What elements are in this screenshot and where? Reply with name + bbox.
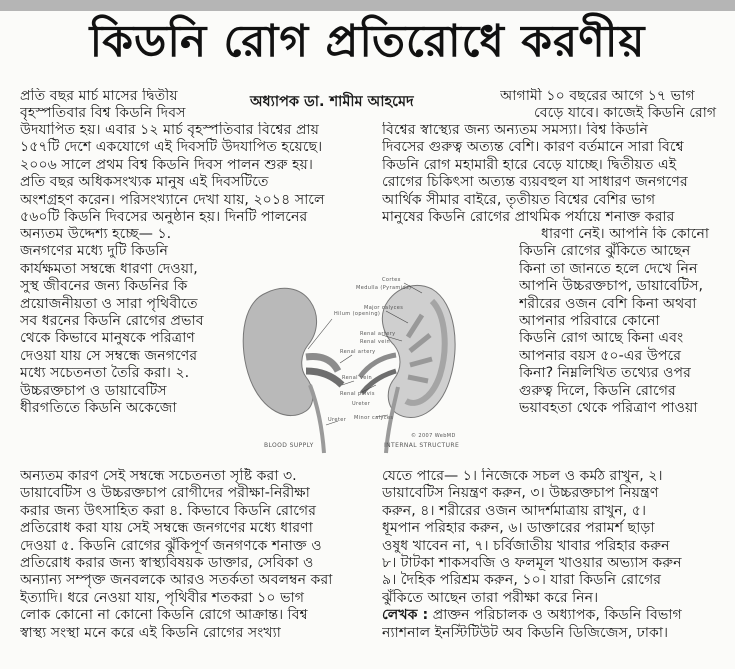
text-line: গুরুত্ব দিলে, কিডনি রোগের (519, 382, 676, 399)
author-label: লেখক : (382, 607, 429, 624)
text-line: লোক কোনো না কোনো কিডনি রোগে আক্রান্ত। বিশ্ব (20, 607, 308, 624)
text-line: করুন, ৪। শরীরের ওজন আদর্শমাত্রায় রাখুন, ৫। (382, 502, 647, 519)
figure-copyright: © 2007 WebMD (411, 433, 456, 439)
text-line: ইত্যাদি। ধরে নেওয়া যায়, পৃথিবীর শতকরা ১০ ভাগ (20, 589, 305, 606)
text-line: কিনা? নিম্নলিখিত তথ্যের ওপর (519, 365, 691, 382)
text-line: দেওয়া ৫. কিডনি রোগের ঝুঁকিপূর্ণ জনগণকে শনাক্ত ও (20, 537, 322, 554)
text-line: বৃহস্পতিবার বিশ্ব কিডনি দিবস (20, 105, 186, 122)
text-line: ৫৬০টি কিডনি দিবসের অনুষ্ঠান হয়। দিনটি পালনের (20, 208, 308, 225)
text-line: আর্থিক সীমার বাইরে, তৃতীয়ত বিশ্বের বেশির ভাগ (382, 191, 656, 208)
text-line: ডায়াবেটিস নিয়ন্ত্রণ করুন, ৩। উচ্চরক্তচাপ নিয়ন্ত্রণ (382, 485, 659, 502)
text-line: থেকে কিভাবে মানুষকে পরিত্রাণ (20, 330, 195, 347)
author-note-line2: ন্যাশনাল ইনস্টিটিউট অব কিডনি ডিজিজেস, ঢাকা। (382, 624, 669, 641)
text-line: বিশ্বের স্বাস্থ্যের জন্য অন্যতম সমস্যা। বিশ্ব কিডনি (382, 122, 648, 138)
label-minor-calyces: Minor calyces (354, 415, 394, 421)
right-caption: INTERNAL STRUCTURE (384, 442, 460, 449)
kidney-diagram (236, 275, 462, 456)
label-medulla: Medulla (Pyramids) (356, 285, 412, 291)
text-line: বেড়ে যাবে। কাজেই কিডনি রোগ (534, 105, 717, 122)
text-line: কিডনি রোগ মহামারী হারে বেড়ে যাচ্ছে। দ্বিতীয়ত এই (382, 156, 677, 173)
text-line: কিডনি রোগের ঝুঁকিতে আছেন (519, 243, 691, 260)
left-column-top (20, 88, 245, 123)
text-line: উচ্চরক্তচাপ ও ডায়াবেটিস (20, 382, 167, 399)
text-line: যেতে পারে— ১। নিজেকে সচল ও কর্মঠ রাখুন, ২। (382, 468, 663, 484)
label-hilum: Hilum (opening) (334, 311, 381, 317)
text-line: ধারণা নেই। আপনি কি কোনো (541, 226, 710, 242)
text-line: ৮। টাটকা শাকসবজি ও ফলমূল খাওয়ার অভ্যাস করুন (382, 554, 682, 571)
label-renal-pelvis: Renal pelvis (340, 391, 375, 397)
text-line: করার জন্য উৎসাহিত করা ৪. কিভাবে কিডনি রোগের (20, 502, 317, 519)
label-renal-vein-left: Renal vein (342, 375, 373, 381)
right-bottom-block (382, 468, 732, 642)
text-line: অংশগ্রহণ করেন। পরিসংখ্যানে দেখা যায়, ২০১৪ সালে (20, 191, 325, 208)
label-renal-vein-right: Renal vein (360, 339, 391, 345)
left-span-block (20, 122, 372, 226)
text-line: কিডনি রোগ আছে কিনা এবং (519, 330, 684, 347)
text-line: রোগের চিকিৎসা অত্যন্ত ব্যয়বহুল যা সাধারণ জনগণের (382, 174, 688, 191)
text-line: দেওয়া যায় সে সম্বন্ধে জনগণের (20, 347, 198, 364)
right-lower-column (519, 226, 733, 417)
author-title: প্রাক্তন পরিচালক ও অধ্যাপক, কিডনি বিভাগ (428, 607, 682, 624)
text-line: কিনা তা জানতে হলে দেখে নিন (519, 260, 698, 277)
right-column-top (500, 88, 730, 123)
right-span-block (382, 122, 732, 226)
text-line: মধ্যে সচেতনতা তৈরি করা। ২. (20, 365, 190, 382)
text-line: শরীরের ওজন বেশি কিনা অথবা (519, 295, 697, 312)
text-line: সুস্থ জীবনের জন্য কিডনির কি (20, 278, 188, 295)
text-line: ওষুধ খাবেন না, ৭। চর্বিজাতীয় খাবার পরিহার করুন (382, 537, 670, 554)
text-line: আপনার বয়স ৫০-এর উপরে (519, 347, 682, 364)
text-line: ২০০৬ সালে প্রথম বিশ্ব কিডনি দিবস পালন শুরু হয়। (20, 156, 313, 173)
top-rule (0, 0, 735, 11)
text-line: অন্যতম উদ্দেশ্য হচ্ছে— ১. (20, 226, 172, 242)
text-line: প্রতি বছর মার্চ মাসের দ্বিতীয় (20, 88, 178, 104)
left-bottom-block (20, 468, 372, 642)
text-line: কার্যক্ষমতা সম্বন্ধে ধারণা দেওয়া, (20, 260, 198, 277)
left-lower-column (20, 226, 235, 417)
text-line: স্বাস্থ্য সংস্থা মনে করে এই কিডনি রোগের সংখ্যা (20, 624, 281, 641)
text-line: ৯। দৈহিক পরিশ্রম করুন, ১০। যারা কিডনি রোগের (382, 572, 662, 589)
label-major-calyces: Major calyces (364, 305, 404, 311)
label-renal-artery-left: Renal artery (340, 349, 376, 355)
text-line: ১৫৭টি দেশে একযোগে এই দিবসটি উদযাপিত হয়েছে। (20, 139, 323, 156)
text-line: সব ধরনের কিডনি রোগের প্রভাব (20, 312, 204, 329)
text-line: প্রতিরোধ করার জন্য স্বাস্থ্যবিষয়ক ডাক্তার, সেবিকা ও (20, 554, 314, 571)
text-line: ধীরগতিতে কিডনি অকেজো (20, 399, 177, 416)
kidney-illustration (236, 275, 462, 456)
label-ureter-left: Ureter (328, 417, 347, 423)
text-line: ভয়াবহতা থেকে পরিত্রাণ পাওয়া (519, 399, 698, 416)
text-line: আপনার পরিবারে কোনো (519, 312, 660, 329)
text-line: অন্যান্য সম্পৃক্ত জনবলকে আরও সতর্কতা অবলম্বন করা (20, 572, 333, 589)
text-line: আগামী ১০ বছরের আগে ১৭ ভাগ (500, 88, 695, 104)
label-ureter-right: Ureter (352, 401, 371, 407)
text-line: ধূমপান পরিহার করুন, ৬। ডাক্তারের পরামর্শ ছাড়া (382, 520, 655, 537)
text-line: দিবসের গুরুত্ব অত্যন্ত বেশি। কারণ বর্তমানে সারা বিশ্বে (382, 139, 684, 156)
text-line: ডায়াবেটিস ও উচ্চরক্তচাপ রোগীদের পরীক্ষা-নিরীক্ষা (20, 485, 310, 502)
text-line: উদযাপিত হয়। এবার ১২ মার্চ বৃহস্পতিবার বিশ্বের প্রায় (20, 122, 320, 138)
text-line: প্রতিরোধ করা যায় সেই সম্বন্ধে জনগণের মধ্যে ধারণা (20, 520, 313, 537)
left-caption: BLOOD SUPPLY (264, 442, 314, 449)
text-line: প্রতি বছর অধিকসংখ্যক মানুষ এই দিবসটিতে (20, 174, 269, 191)
text-line: প্রয়োজনীয়তা ও সারা পৃথিবীতে (20, 295, 198, 312)
text-line: ঝুঁকিতে আছেন তারা পরীক্ষা করে নিন। (382, 589, 599, 606)
author-note-line1 (382, 607, 732, 624)
byline: অধ্যাপক ডা. শামীম আহমেদ (250, 94, 414, 110)
label-renal-artery-right: Renal artery (360, 331, 396, 337)
headline: কিডনি রোগ প্রতিরোধে করণীয় (89, 16, 646, 67)
label-cortex: Cortex (382, 277, 401, 283)
text-line: মানুষের কিডনি রোগের প্রাথমিক পর্যায়ে শনাক্ত করার (382, 208, 675, 225)
text-line: জনগণের মধ্যে দুটি কিডনি (20, 243, 168, 260)
text-line: আপনি উচ্চরক্তচাপ, ডায়াবেটিস, (519, 278, 703, 295)
text-line: অন্যতম কারণ সেই সম্বন্ধে সচেতনতা সৃষ্টি করা ৩. (20, 468, 297, 484)
